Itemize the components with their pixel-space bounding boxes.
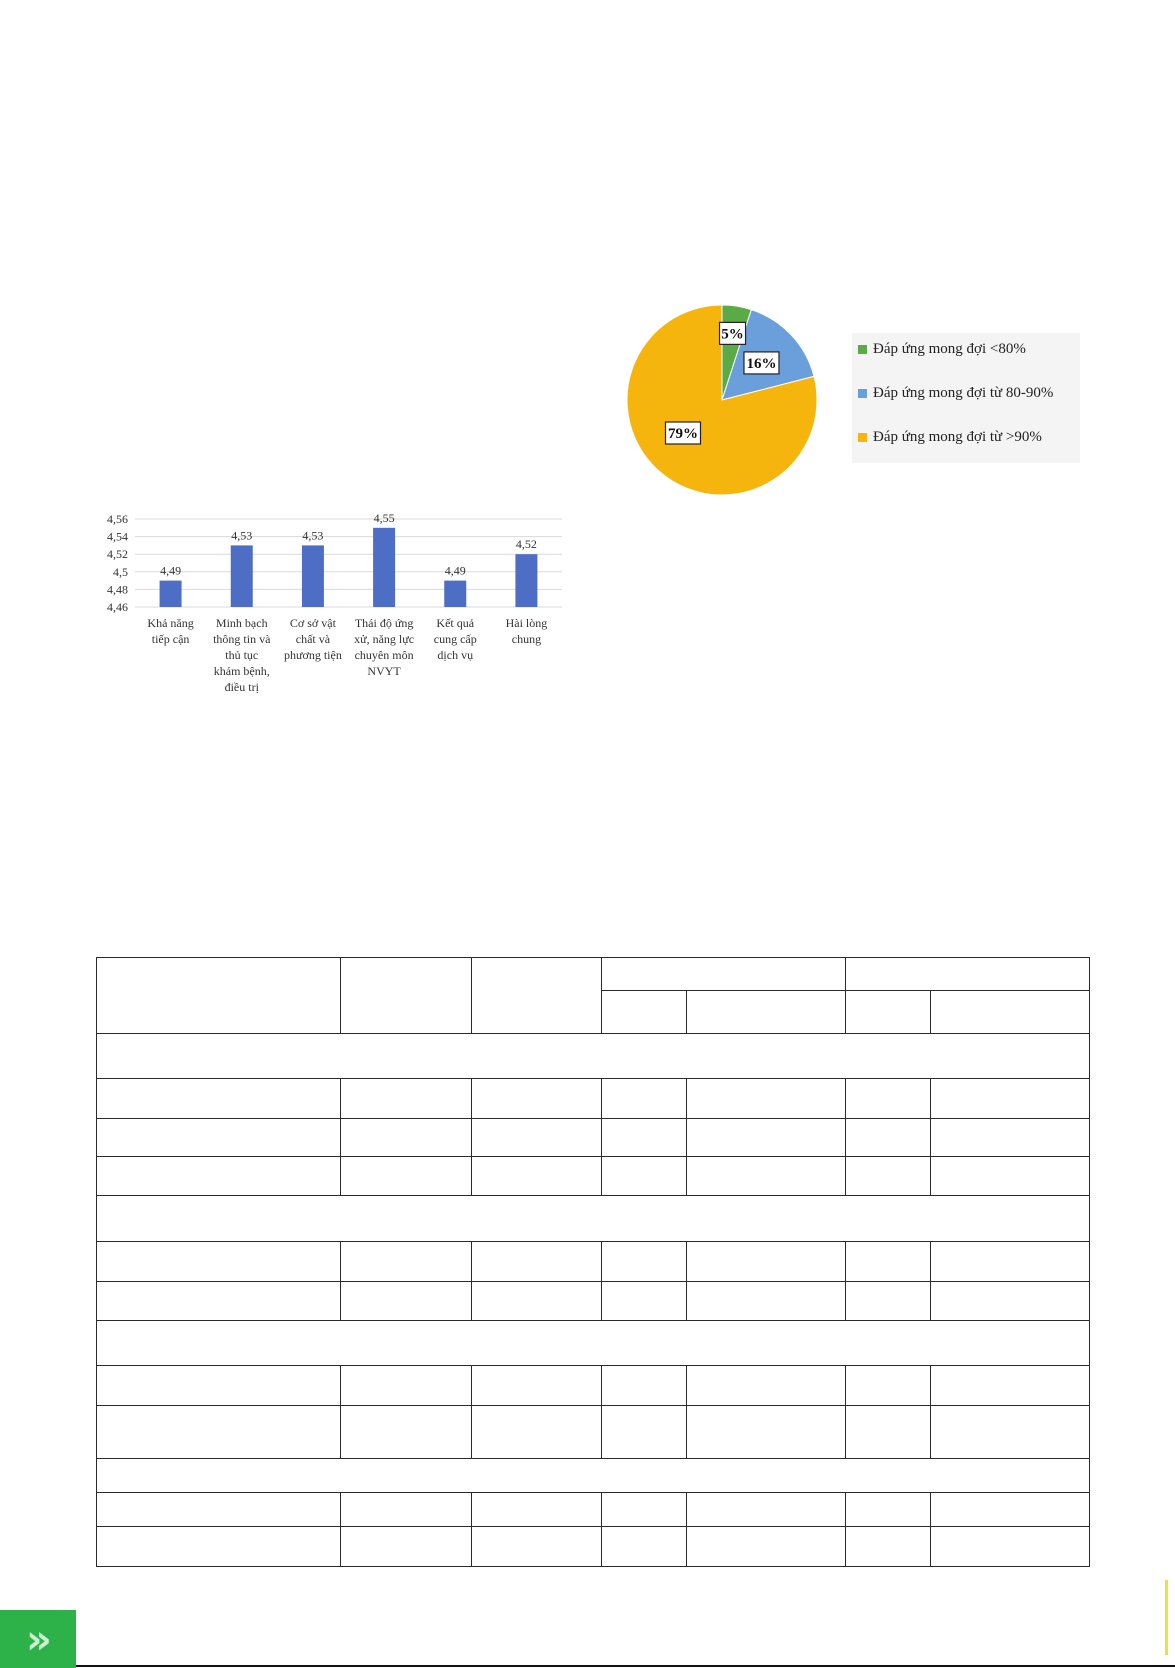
- bar-data-label: 4,52: [515, 537, 537, 552]
- bar: [231, 545, 253, 607]
- legend-item-lt80: [858, 341, 1026, 358]
- table-cell: [846, 1282, 931, 1321]
- table-cell: [931, 1157, 1090, 1196]
- table-cell: [687, 1157, 846, 1196]
- legend-swatch-green: [858, 345, 867, 354]
- bar-y-tick-label: 4,54: [107, 529, 128, 544]
- table-cell: [472, 1527, 602, 1567]
- bar-y-tick-label: 4,5: [113, 564, 128, 579]
- bar-y-tick-label: 4,52: [107, 547, 128, 562]
- bar-y-tick-label: 4,48: [107, 582, 128, 597]
- table-cell: [97, 1079, 341, 1119]
- pie-data-label: 79%: [668, 426, 698, 442]
- table-header-cell: [472, 958, 602, 1034]
- page-edge-mark: [1165, 1580, 1168, 1655]
- table-cell: [472, 1157, 602, 1196]
- bar: [444, 581, 466, 607]
- table-row: [97, 1493, 1090, 1527]
- table-section-row: [97, 1034, 1090, 1079]
- bar-category-label: Kết quả cung cấp dịch vụ: [433, 616, 477, 662]
- legend-swatch-blue: [858, 389, 867, 398]
- table-subheader-cell: [602, 991, 687, 1034]
- table-cell: [472, 1119, 602, 1157]
- table-row: [97, 1366, 1090, 1406]
- table-cell: [931, 1282, 1090, 1321]
- table-row: [97, 1527, 1090, 1567]
- table-cell: [341, 1493, 472, 1527]
- table-cell: [846, 1079, 931, 1119]
- table-header-group-cell: [846, 958, 1090, 991]
- table-cell: [687, 1242, 846, 1282]
- table-cell: [472, 1079, 602, 1119]
- table-cell: [931, 1119, 1090, 1157]
- table-cell: [97, 1282, 341, 1321]
- pie-chart: [615, 297, 830, 507]
- bar-category-label: Thái độ ứng xử, năng lực chuyên môn NVYT: [354, 616, 415, 678]
- table-cell: [97, 1406, 341, 1459]
- bar: [302, 545, 324, 607]
- table-row: [97, 1282, 1090, 1321]
- table-cell: [472, 1282, 602, 1321]
- table-section-cell: [97, 1034, 1090, 1079]
- bar-data-label: 4,49: [160, 563, 182, 578]
- table-row: [97, 1157, 1090, 1196]
- table-header-cell: [97, 958, 341, 1034]
- table-subheader-cell: [687, 991, 846, 1034]
- bar-category-labels: [147, 616, 547, 694]
- table-cell: [341, 1242, 472, 1282]
- table-cell: [931, 1493, 1090, 1527]
- table-cell: [341, 1157, 472, 1196]
- table-section-cell: [97, 1459, 1090, 1493]
- table-cell: [341, 1406, 472, 1459]
- double-chevron-right-icon: »: [26, 1617, 40, 1663]
- bar-data-label: 4,55: [373, 510, 395, 525]
- table-cell: [97, 1527, 341, 1567]
- table-cell: [931, 1242, 1090, 1282]
- bar-series: [160, 528, 538, 607]
- table-cell: [341, 1282, 472, 1321]
- table-cell: [341, 1366, 472, 1406]
- bar: [515, 554, 537, 607]
- table-cell: [472, 1366, 602, 1406]
- table-cell: [931, 1079, 1090, 1119]
- table-cell: [846, 1493, 931, 1527]
- table-cell: [341, 1119, 472, 1157]
- bar-gridlines: [135, 519, 562, 607]
- bar-data-label: 4,53: [302, 528, 324, 543]
- legend-swatch-orange: [858, 433, 867, 442]
- pie-legend: [852, 333, 1080, 463]
- table-cell: [602, 1527, 687, 1567]
- table-cell: [846, 1119, 931, 1157]
- bar-category-label: Khả năng tiếp cận: [147, 616, 194, 646]
- legend-label: Đáp ứng mong đợi từ >90%: [873, 429, 1042, 445]
- results-table-body: [97, 958, 1090, 1567]
- table-cell: [97, 1119, 341, 1157]
- bar-y-tick-label: 4,46: [107, 600, 128, 614]
- bar-category-label: Minh bạch thông tin và thủ tục khám bệnh, điều trị: [213, 616, 271, 694]
- table-header-cell: [341, 958, 472, 1034]
- table-cell: [602, 1157, 687, 1196]
- table-cell: [341, 1079, 472, 1119]
- table-cell: [687, 1406, 846, 1459]
- table-section-row: [97, 1321, 1090, 1366]
- table-cell: [931, 1406, 1090, 1459]
- bar-y-axis-ticks: [107, 512, 128, 614]
- table-row: [97, 1242, 1090, 1282]
- table-cell: [602, 1493, 687, 1527]
- footer-rule: [76, 1665, 1175, 1667]
- table-cell: [687, 1527, 846, 1567]
- table-cell: [472, 1493, 602, 1527]
- table-cell: [602, 1282, 687, 1321]
- legend-item-gt90: [858, 429, 1042, 446]
- table-cell: [97, 1493, 341, 1527]
- table-cell: [602, 1406, 687, 1459]
- table-cell: [602, 1242, 687, 1282]
- table-cell: [472, 1242, 602, 1282]
- bar-category-label: Hài lòng chung: [505, 616, 548, 646]
- bar: [160, 581, 182, 607]
- table-cell: [687, 1079, 846, 1119]
- table-header-row: [97, 958, 1090, 991]
- table-cell: [931, 1527, 1090, 1567]
- table-cell: [931, 1366, 1090, 1406]
- pie-data-label: 5%: [721, 326, 744, 343]
- table-cell: [472, 1406, 602, 1459]
- table-section-row: [97, 1459, 1090, 1493]
- table-subheader-cell: [931, 991, 1090, 1034]
- table-cell: [602, 1366, 687, 1406]
- table-cell: [687, 1493, 846, 1527]
- table-cell: [687, 1119, 846, 1157]
- bar-category-label: Cơ sở vật chất và phương tiện: [283, 616, 342, 662]
- table-cell: [846, 1406, 931, 1459]
- table-header-group-cell: [602, 958, 846, 991]
- table-cell: [687, 1282, 846, 1321]
- table-section-cell: [97, 1321, 1090, 1366]
- table-cell: [602, 1079, 687, 1119]
- table-cell: [602, 1119, 687, 1157]
- table-cell: [341, 1527, 472, 1567]
- table-cell: [97, 1366, 341, 1406]
- table-cell: [97, 1242, 341, 1282]
- bar-data-label: 4,49: [444, 563, 466, 578]
- table-row: [97, 1079, 1090, 1119]
- table-row: [97, 1119, 1090, 1157]
- pie-data-label: 16%: [746, 355, 777, 372]
- bar-data-labels: [160, 511, 537, 578]
- table-cell: [846, 1527, 931, 1567]
- table-section-row: [97, 1196, 1090, 1242]
- table-cell: [846, 1366, 931, 1406]
- table-cell: [687, 1366, 846, 1406]
- footer-accent-block: [0, 1610, 76, 1668]
- table-row: [97, 1406, 1090, 1459]
- table-cell: [846, 1157, 931, 1196]
- bar: [373, 528, 395, 607]
- bar-y-tick-label: 4,56: [107, 512, 128, 526]
- table-section-cell: [97, 1196, 1090, 1242]
- bar-chart: [90, 505, 590, 715]
- bar-data-label: 4,53: [231, 528, 253, 543]
- table-cell: [97, 1157, 341, 1196]
- legend-label: Đáp ứng mong đợi từ 80-90%: [873, 385, 1054, 401]
- legend-item-80-90: [858, 385, 1053, 402]
- table-cell: [846, 1242, 931, 1282]
- table-subheader-cell: [846, 991, 931, 1034]
- results-table: [96, 957, 1090, 1567]
- legend-label: Đáp ứng mong đợi <80%: [873, 341, 1026, 357]
